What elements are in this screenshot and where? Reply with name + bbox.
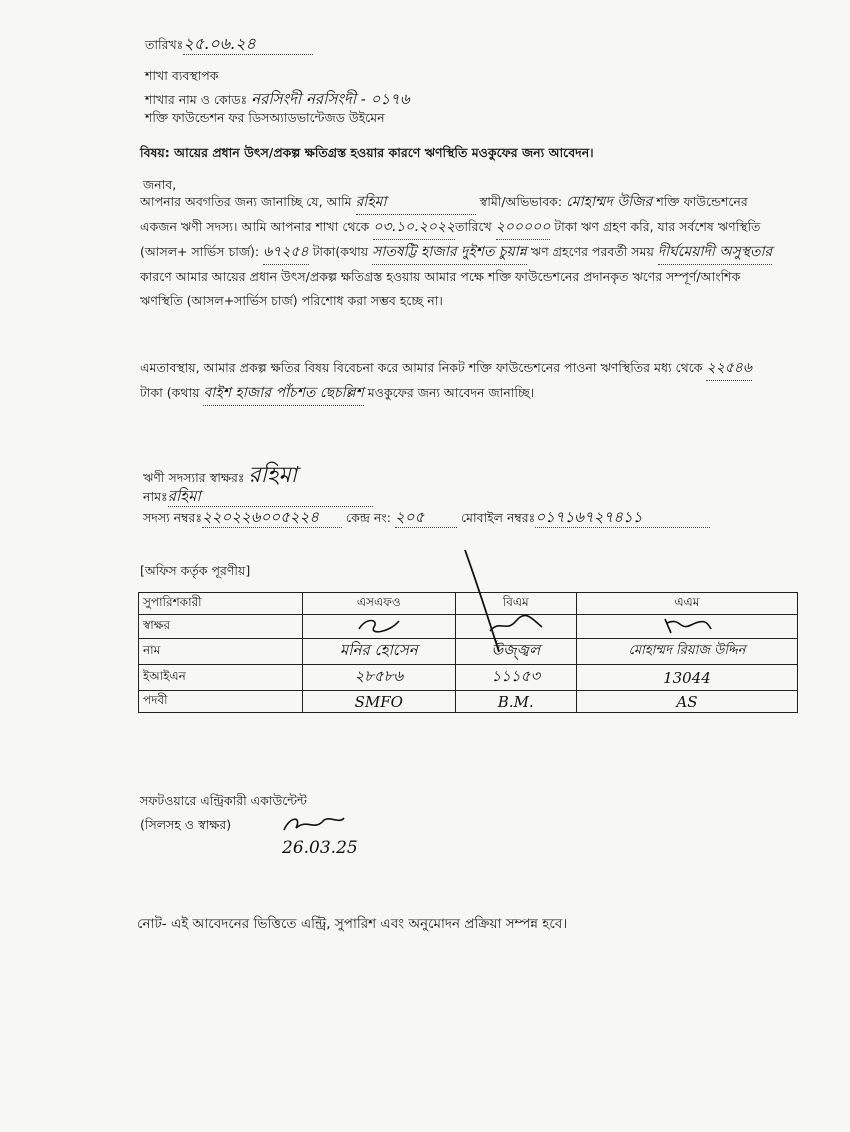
sfo-name: মনির হোসেন [339,641,418,659]
branch-line [145,90,410,109]
body-paragraph-1 [140,190,775,313]
body1-text-5: টাকা ঋণ গ্রহণ করি, যার সর্বশেষ ঋণস্থিতি (আসল+ সার্ভিস চার্জ): [140,219,761,259]
body2-text-3: মওকুফের জন্য আবেদন জানাচ্ছি। [367,385,535,400]
salutation: জনাব, [143,177,177,192]
signature-cell [576,615,797,639]
organization-name: শক্তি ফাউন্ডেশন ফর ডিসঅ্যাডভান্টেজড উইমেন [145,110,385,125]
waiver-in-words: বাইশ হাজার পাঁচশত ছেচল্লিশ [203,385,364,401]
loan-amount: ২০০০০০ [495,219,551,235]
pen-stroke-mark [455,548,515,658]
body1-text-1: আপনার অবগতির জন্য জানাচ্ছি যে, আমি [140,194,352,209]
handwritten-signature [657,615,717,635]
member-name-line [143,487,373,507]
accountant-date: 26.03.25 [282,838,358,858]
am-name: মোহাম্মদ রিয়াজ উদ্দিন [628,643,746,658]
loan-date: ০৩.১০.২০২২ [373,219,456,235]
date-line [145,34,313,55]
member-id: ২২০২২৬০০৫২২৪ [202,508,320,526]
am-designation: AS [676,692,698,711]
branch-label: শাখার নাম ও কোডঃ [145,92,248,107]
signature-label: ঋণী সদস্যার স্বাক্ষরঃ [143,470,245,485]
addressee-title: শাখা ব্যবস্থাপক [145,68,219,83]
signature-cell [303,615,456,639]
member-id-line: সদস্য নম্বরঃ২২০২২৬০০৫২২৪ কেন্দ্র নং: ২০৫ মোবাইল নম্বরঃ০১৭১৬৭২৭৪১১ [143,508,710,528]
table-row [139,665,798,691]
sfo-ein: ২৮৫৮৬ [354,667,404,685]
body1-text-2: স্বামী/অভিভাবক: [479,194,563,209]
branch-value: নরসিংদী নরসিংদী - ০১৭৬ [251,90,410,108]
body2-text-2: টাকা (কথায় [140,385,200,400]
column-header: সুপারিশকারী [139,593,303,615]
column-header: এএম [576,593,797,615]
body-paragraph-2 [140,356,775,406]
guardian-name: মোহাম্মদ উজির [566,194,653,210]
row-label: স্বাক্ষর [139,615,303,639]
body1-text-6: টাকা(কথায় [312,244,369,259]
member-signature-line [143,462,297,490]
row-label: নাম [139,639,303,665]
row-label: পদবী [139,691,303,713]
body2-text-1: এমতাবস্থায়, আমার প্রকল্প ক্ষতির বিষয় বিবেচনা করে আমার নিকট শক্তি ফাউন্ডেশনের পাওনা ঋণস্থিতির মধ্য থেকে [140,360,703,375]
body1-text-8: কারণে আমার আয়ের প্রধান উৎস/প্রকল্প ক্ষতিগ্রস্ত হওয়ায় আমার পক্ষে শক্তি ফাউন্ডেশনের প্রদানকৃত ঋণের সম্পূর্ণ/আংশিক ঋণস্থিতি (আসল+সার্ভিস চার্জ) পরিশোধ করা সম্ভব হচ্ছে না। [140,269,741,308]
center-number: ২০৫ [394,508,425,526]
waiver-amount: ২২৫৪৬ [706,360,752,376]
office-heading: [অফিস কর্তৃক পূরণীয়] [140,563,251,578]
bm-name: উজ্জ্বল [491,641,541,659]
column-header: বিএম [455,593,576,615]
mobile-label: মোবাইল নম্বরঃ [460,510,536,525]
date-label: তারিখঃ [145,37,184,52]
footer-note: নোট- এই আবেদনের ভিত্তিতে এন্ট্রি, সুপারিশ এবং অনুমোদন প্রক্রিয়া সম্পন্ন হবে। [137,916,568,932]
body1-text-7: ঋণ গ্রহণের পরবর্তী সময় [530,244,654,259]
body1-text-4: তারিখে [455,219,492,234]
handwritten-signature [354,615,404,635]
accountant-title: সফটওয়ারে এন্ট্রিকারী একাউন্টেন্ট [140,793,307,808]
accountant-signature [280,812,350,838]
subject-line: বিষয়: আয়ের প্রধান উৎস/প্রকল্প ক্ষতিগ্রস্ত হওয়ার কারণে ঋণস্থিতি মওকুফের জন্য আবেদন। [140,145,594,160]
bm-designation: B.M. [497,692,534,711]
table-row [139,691,798,713]
loan-balance: ৬৭২৫৪ [263,244,309,260]
member-name: রহিমা [167,487,201,505]
accountant-seal-note: (সিলসহ ও স্বাক্ষর) [140,817,232,832]
member-id-label: সদস্য নম্বরঃ [143,510,203,525]
member-name-label: নামঃ [143,489,168,504]
applicant-name: রহিমা [355,194,387,210]
balance-in-words: সাতষট্টি হাজার দুইশত চুয়ান্ন [372,244,527,260]
row-label: ইআইএন [139,665,303,691]
bm-ein: ১১১৫৩ [491,667,541,685]
column-header: এসএফও [303,593,456,615]
damage-cause: দীর্ঘমেয়াদী অসুস্থতার [657,244,773,260]
body1-text-3: শক্তি ফাউন্ডেশনের একজন ঋণী সদস্য। আমি আপনার শাখা থেকে [140,194,748,234]
mobile-number: ০১৭১৬৭২৭৪১১ [535,508,643,526]
member-signature: রহিমা [248,463,298,488]
center-label: কেন্দ্র নং [346,510,387,525]
date-value: ২৫.০৬.২৪ [183,34,256,53]
sfo-designation: SMFO [354,692,403,711]
am-ein: 13044 [663,668,711,687]
